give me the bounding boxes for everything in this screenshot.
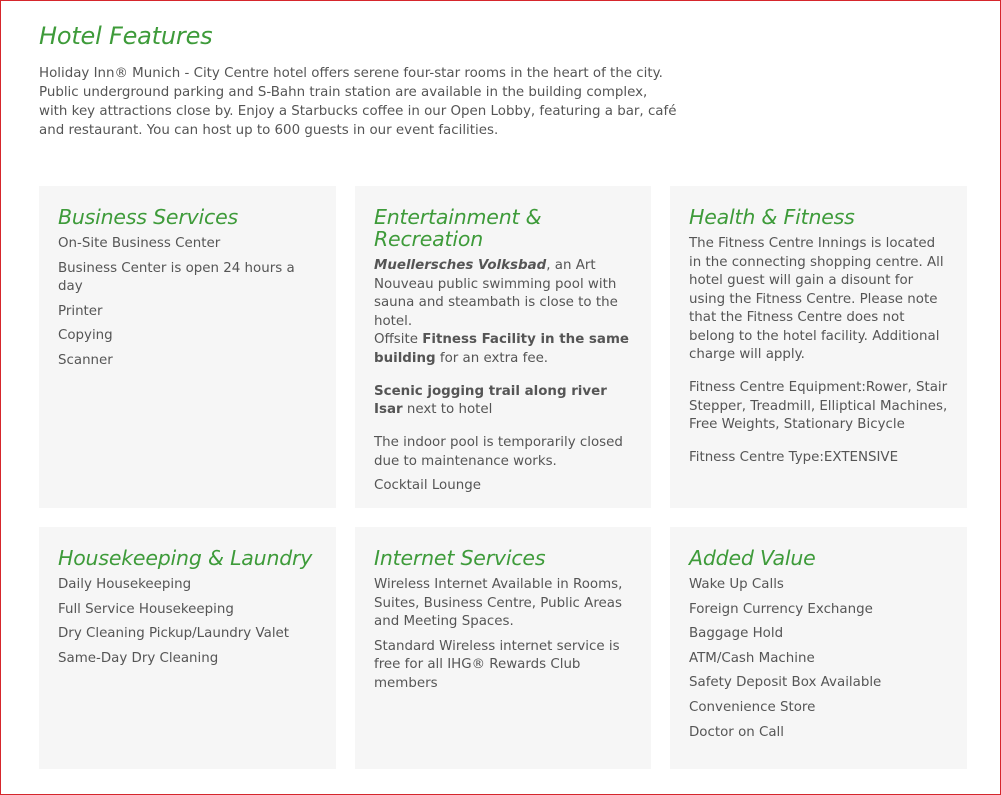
- list-item: Foreign Currency Exchange: [689, 601, 873, 617]
- list-item: Copying: [58, 328, 113, 344]
- fitness-facility-name: Fitness Facility in the same building: [374, 332, 629, 366]
- jogging-text: [374, 383, 635, 420]
- list-item: Full Service Housekeeping: [58, 601, 234, 617]
- entertainment-card: [355, 186, 651, 508]
- pool-closed-notice: The indoor pool is temporarily closed due to maintenance works.: [374, 435, 623, 469]
- cocktail-lounge: Cocktail Lounge: [374, 478, 481, 493]
- offsite-suffix: for an extra fee.: [435, 350, 549, 366]
- volksbad-description: , an Art Nouveau public swimming pool with sauna and steambath is close to the hotel.: [374, 258, 618, 329]
- intro-text: Holiday Inn® Munich - City Centre hotel offers serene four-star rooms in the heart of the city. Public underground parking and S-Bahn train station are available in the building complex, with key attractions close by. Enjoy a Starbucks coffee in our Open Lobby, featuring a bar, café and restaurant. You can host up to 600 guests in our event facilities.: [39, 66, 677, 138]
- entertainment-title: Entertainment & Recreation: [374, 205, 542, 251]
- business-services-title: Business Services: [58, 205, 238, 229]
- list-item: Baggage Hold: [689, 626, 784, 642]
- added-value-title: Added Value: [689, 546, 816, 570]
- list-item: Daily Housekeeping: [58, 577, 192, 592]
- volksbad-text: [374, 257, 635, 368]
- list-item: Doctor on Call: [689, 724, 785, 740]
- housekeeping-list: [58, 576, 320, 668]
- list-item: Scanner: [58, 352, 113, 368]
- list-item: Same-Day Dry Cleaning: [58, 650, 219, 666]
- fitness-type: Fitness Centre Type:EXTENSIVE: [689, 450, 899, 465]
- internet-services-title: Internet Services: [374, 546, 546, 570]
- list-item: Safety Deposit Box Available: [689, 675, 882, 691]
- health-fitness-card: [670, 186, 967, 508]
- list-item: Dry Cleaning Pickup/Laundry Valet: [58, 626, 290, 642]
- list-item: Printer: [58, 303, 103, 319]
- offsite-prefix: Offsite: [374, 332, 423, 347]
- jogging-trail-name: Scenic jogging trail along river Isar: [374, 383, 607, 417]
- housekeeping-card: [39, 527, 336, 769]
- business-services-list: [58, 235, 320, 370]
- fitness-centre-description: The Fitness Centre Innings is located in the connecting shopping centre. All hotel guest will gain a disount for using the Fitness Centre. Please note that the Fitness Centre does not belong to the hotel facility. Additional charge will apply.: [689, 236, 944, 362]
- list-item: Convenience Store: [689, 699, 816, 715]
- page-title: Hotel Features: [39, 22, 213, 50]
- fitness-equipment: Fitness Centre Equipment:Rower, Stair Stepper, Treadmill, Elliptical Machines, Free Weights, Stationary Bicycle: [689, 380, 948, 432]
- volksbad-name: Muellersches Volksbad: [374, 258, 547, 273]
- internet-services-card: [355, 527, 651, 769]
- added-value-list: [689, 576, 951, 742]
- jogging-suffix: next to hotel: [402, 402, 493, 417]
- list-item: ATM/Cash Machine: [689, 650, 815, 666]
- wireless-free-note: Standard Wireless internet service is free for all IHG® Rewards Club members: [374, 638, 620, 691]
- business-services-card: [39, 186, 336, 508]
- list-item: Business Center is open 24 hours a day: [58, 260, 295, 294]
- list-item: Wake Up Calls: [689, 577, 784, 592]
- health-fitness-title: Health & Fitness: [689, 205, 855, 229]
- added-value-card: [670, 527, 967, 769]
- housekeeping-title: Housekeeping & Laundry: [58, 546, 313, 570]
- wireless-availability: Wireless Internet Available in Rooms, Suites, Business Centre, Public Areas and Meeting Spaces.: [374, 577, 623, 629]
- list-item: On-Site Business Center: [58, 236, 221, 251]
